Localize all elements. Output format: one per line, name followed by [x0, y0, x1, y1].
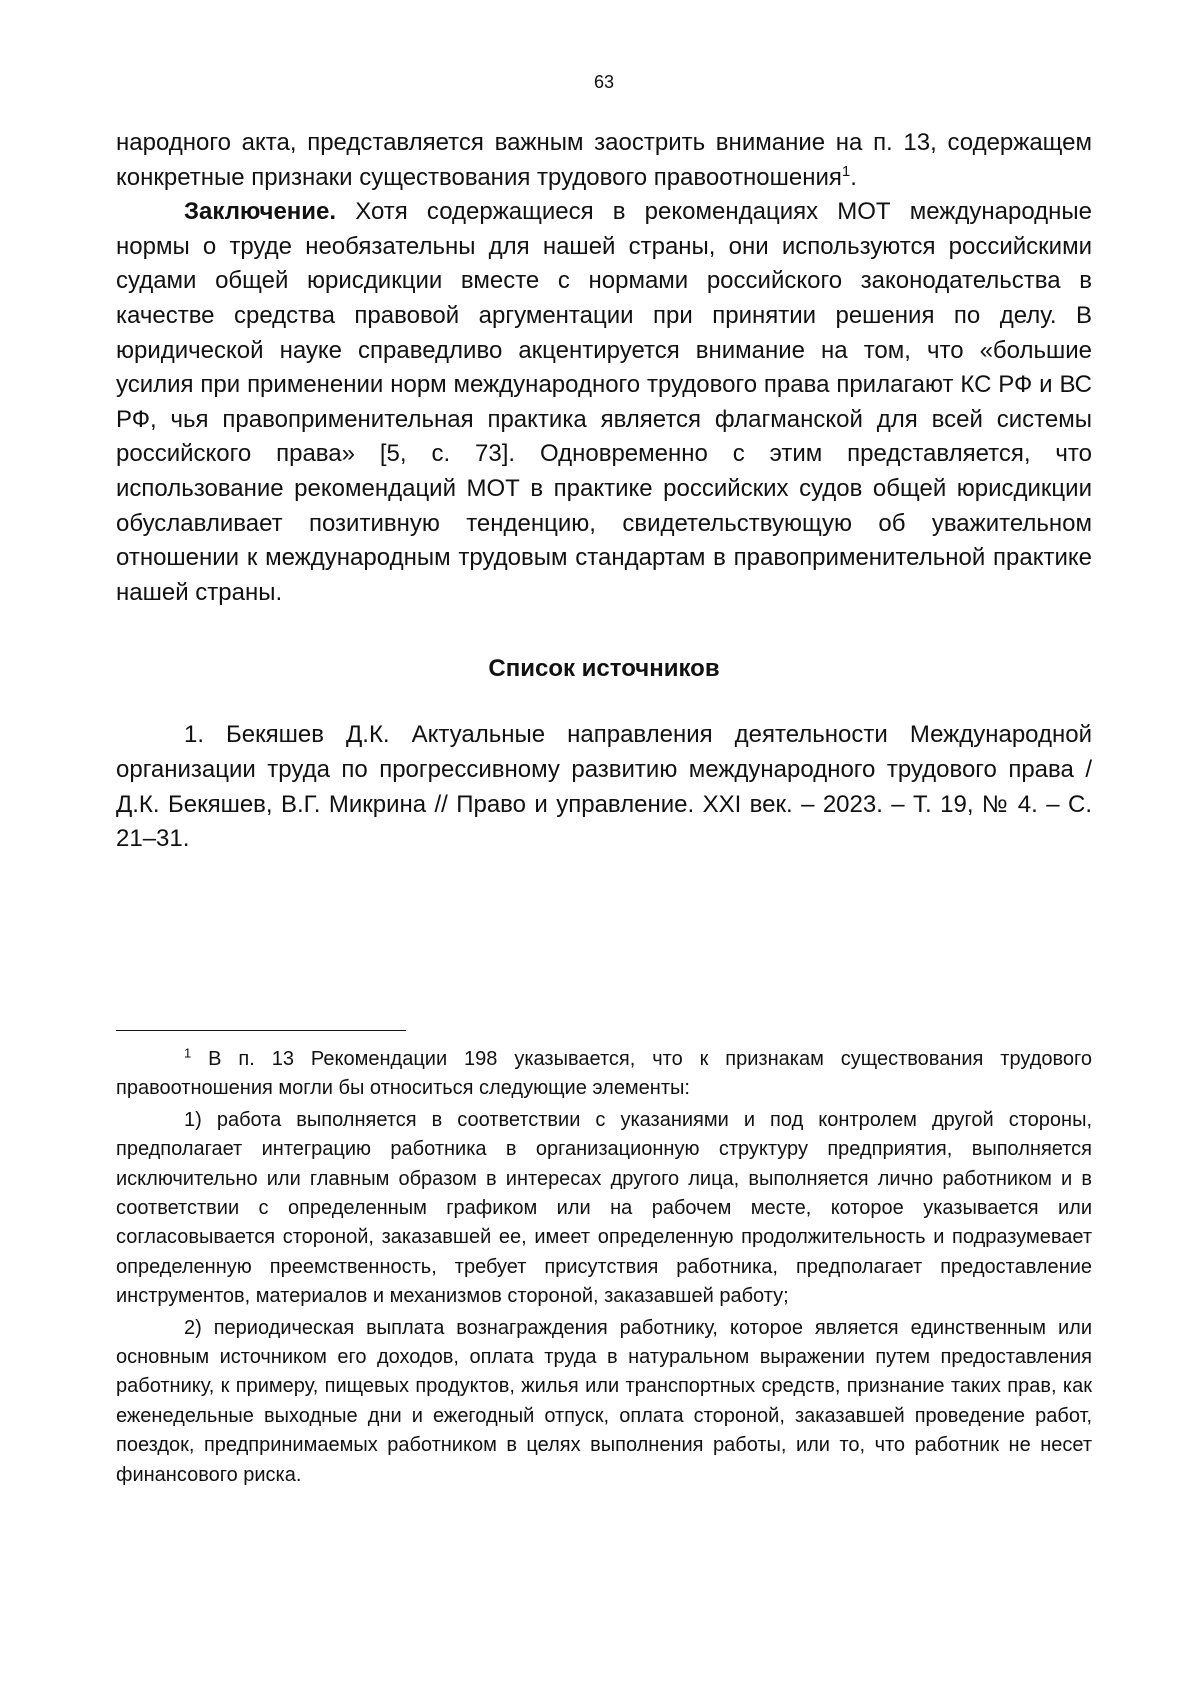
- footnote-divider: [116, 1030, 406, 1031]
- footnote-item-2: 2) периодическая выплата вознаграждения работнику, которое является единственным или основным источником его доходов, оплата труда в натуральном выражении путем предоставления работнику, к примеру, пищевых продуктов, жилья или транспортных средств, признание таких прав, как еженедельные выходные дни и ежегодный отпуск, оплата стороной, заказавшей проведение работ, поездок, предпринимаемых работником в целях выполнения работы, или то, что работник не несет финансового риска.: [116, 1316, 1092, 1486]
- footnote-intro: [116, 1045, 1092, 1104]
- footnotes: [116, 1030, 1092, 1492]
- page-number: 63: [593, 72, 615, 92]
- conclusion-lead: Заключение.: [184, 198, 337, 226]
- footnote-marker: 1: [184, 1045, 192, 1061]
- conclusion-paragraph: [116, 195, 1092, 610]
- sources-heading: Список источников: [488, 655, 720, 683]
- source-item: 1. Бекяшев Д.К. Актуальные направления деятельности Международной организации труда по прогрессивному развитию международного трудового права / Д.К. Бекяшев, В.Г. Микрина // Право и управление. XXI век. – 2023. – Т. 19, № 4. – С. 21–31.: [116, 721, 1092, 853]
- footnote-reference[interactable]: 1: [841, 162, 851, 180]
- sources-list: [116, 718, 1092, 856]
- body-text: [116, 126, 1092, 610]
- conclusion-text: Хотя содержащиеся в рекомендациях МОТ международные нормы о труде необязательны для нашей страны, они используются российскими судами общей юрисдикции вместе с нормами российского законодательства в качестве средства правовой аргументации при принятии решения по делу. В юридической науке справедливо акцентируется внимание на том, что «большие усилия при применении норм международного трудового права прилагают КС РФ и ВС РФ, чья правоприменительная практика является флагманской для всей системы российского права» [5, с. 73]. Одновременно с этим представляется, что использование рекомендаций МОТ в практике российских судов общей юрисдикции обуславливает позитивную тенденцию, свидетельствующую об уважительном отношении к международным трудовым стандартам в правоприменительной практике нашей страны.: [116, 198, 1092, 606]
- paragraph-text: народного акта, представляется важным заострить внимание на п. 13, содержащем конкретные признаки существования трудового правоотношения: [116, 129, 1092, 191]
- footnote-item-1: 1) работа выполняется в соответствии с указаниями и под контролем другой стороны, предполагает интеграцию работника в организационную структуру предприятия, выполняется исключительно или главным образом в интересах другого лица, выполняется лично работником и в соответствии с определенным графиком или на рабочем месте, которое указывается или согласовывается стороной, заказавшей ее, имеет определенную продолжительность и подразумевает определенную преемственность, требует присутствия работника, предполагает предоставление инструментов, материалов и механизмов стороной, заказавшей работу;: [116, 1108, 1092, 1308]
- footnote-intro-text: В п. 13 Рекомендации 198 указывается, что к признакам существования трудового правоотношения могли бы относиться следующие элементы:: [116, 1048, 1092, 1100]
- page-content: [116, 70, 1092, 857]
- paragraph-end: .: [850, 163, 857, 191]
- paragraph-continuation: [116, 126, 1092, 195]
